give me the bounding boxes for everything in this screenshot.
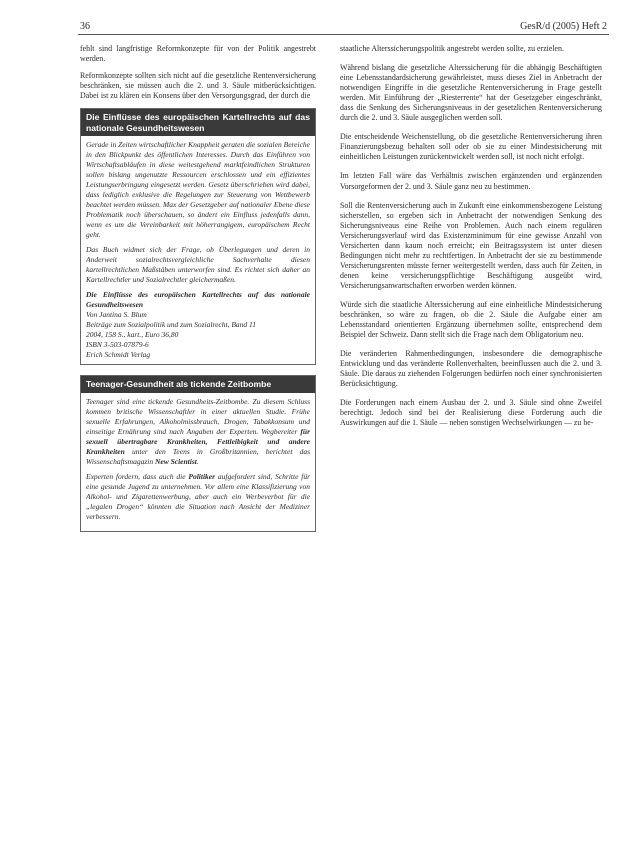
book-isbn: ISBN 3-503-07879-6 (86, 340, 149, 350)
right-paragraph-5: Soll die Rentenversicherung auch in Zukunft eine einkommensbezogene Leistung sicherstellen, so ergeben sich in Anbetracht der notwendigen Senkung des Sicherungsniveaus eine Reihe von Problemen. Auch nach einem regulären Versicherungsverlauf wird das Existenzminimum für eine gewisse Anzahl von Versicherten dann kaum noch erreicht; ein Beitragssystem ist unter diesen Bedingungen nicht mehr zu rechtfertigen. In Anbetracht der sie zu bestimmende Versicherungsrenten müsste ferner weitergestellt werden, dass auch für Zeiten, in denen keine versicherungspflichtige Beschäftigung ausgeübt wird, Versicherungsanwartschaften erworben werden können. (340, 200, 602, 290)
book-title: Die Einflüsse des europäischen Kartellrechts auf das nationale Gesundheitswesen (86, 290, 310, 310)
book-review-paragraph-2: Das Buch widmet sich der Frage, ob Überlegungen und deren in Anderweit sozialrechtsvergleichliche Sachverhalte diesen kartellrechtlichen Maßstäben unterworfen sind. Es richtet sich daher an Kartellrechtler und Sozialrechtler gleichermaßen. (86, 245, 310, 285)
book-review-body (81, 136, 315, 364)
news-emphasis: Politiker (188, 471, 216, 481)
news-text: unter den Teens in Großbritannien, berichtet das Wissenschaftsmagazin (86, 446, 311, 466)
journal-header: GesR/d (2005) Heft 2 (520, 21, 607, 32)
right-paragraph-2: Während bislang die gesetzliche Alterssicherung für die abhängig Beschäftigten eine Lebensstandardsicherung gewährleistet, muss dieses Ziel in Anbetracht der notwendigen Eingriffe in die gesetzliche Rentenversicherung in Frage gestellt werden. Mit Einführung der „Riesterrente“ hat der Gesetzgeber eingeschränkt, dass die Senkung des Sicherungsniveaus in der gesetzlichen Rentenversicherung durch die 2. und 3. Säule ausgeglichen werden soll. (340, 63, 602, 123)
right-paragraph-7: Die veränderten Rahmenbedingungen, insbesondere die demographische Entwicklung und das veränderte Rollenverhalten, beeinflussen auch die 2. und 3. Säule. Die daraus zu ziehenden Folgerungen bedürfen noch einer synchronisierten Berücksichtigung. (340, 349, 602, 389)
right-paragraph-4: Im letzten Fall wäre das Verhältnis zwischen ergänzenden und ergänzenden Vorsorgeformen der 2. und 3. Säule ganz neu zu bestimmen. (340, 171, 602, 191)
header-rule (78, 34, 609, 35)
news-paragraph-2 (86, 472, 310, 522)
page-number: 36 (80, 21, 90, 32)
right-paragraph-3: Die entscheidende Weichenstellung, ob die gesetzliche Rentenversicherung ihren Finanzierungsbezug behalten soll oder ob sie zu einer Mindestsicherung mit einheitlichen Leistungen zurückentwickelt werden soll, ist noch nicht erfolgt. (340, 132, 602, 162)
right-paragraph-1: staatliche Alterssicherungspolitik angestrebt werden sollte, zu erzielen. (340, 44, 564, 53)
book-review-box (80, 108, 316, 365)
news-box (80, 375, 316, 532)
magazine-name: New Scientist (154, 456, 197, 466)
right-column (340, 44, 602, 438)
book-review-title: Die Einflüsse des europäischen Kartellrechts auf das nationale Gesundheitswesen (81, 109, 315, 136)
left-paragraph-2: Reformkonzepte sollten sich nicht auf die gesetzliche Rentenversicherung beschränken, sie müssen auch die 2. und 3. Säule mitberücksichtigen. Dabei ist zu klären ein Konsens über den Versorgungsgrad, der durch die (80, 71, 316, 101)
book-publisher: Erich Schmidt Verlag (86, 350, 151, 360)
news-text: aufgefordert sind, Schritte für eine gesunde Jugend zu unternehmen. Vor allem eine Klassifizierung von Alkohol- und Zigarettenwerbung, aber auch ein Werbeverbot für die „legalen Drogen“ könnten die Situation nach Ansicht der Mediziner verbessern. (86, 471, 310, 521)
right-paragraph-6: Würde sich die staatliche Alterssicherung auf eine einheitliche Mindestsicherung beschränken, so wäre zu fragen, ob die 2. Säule die Aufgabe einer am Lebensstandard orientierten Ergänzung übernehmen sollte, entsprechend dem Beispiel der Schweiz. Dann stellt sich die Frage nach dem Obligatorium neu. (340, 299, 602, 340)
book-author: Von Jantina S. Blum (86, 310, 147, 320)
news-box-body (81, 393, 315, 531)
book-details: 2004, 158 S., kart., Euro 36,80 (86, 330, 179, 340)
book-review-paragraph-1: Gerade in Zeiten wirtschaftlicher Knappheit geraten die sozialen Bereiche in den Blickpunkt des öffentlichen Interesses. Durch das Einführen von Wirtschaftsabläufen in diese weitestgehend marktfeindlichen Strukturen sollen bislang ungenutzte Ressourcen erschlossen und ein effizientes Leistungserbringung eingesetzt werden. Gesetz überschrieben wird dabei, dass lediglich exklusive die Regelungen zur Steuerung von Wettbewerb beachtet werden müssen. Max der Gesetzgeber auf nationaler Ebene diese Problematik noch überschauen, so ändert ein Einfluss jedenfalls dann, wenn es um die Vereinbarkeit mit höherrangigem, europäischem Recht geht. (86, 140, 310, 240)
left-paragraph-1: fehlt sind langfristige Reformkonzepte für von der Politik angestrebt werden. (80, 44, 316, 64)
news-box-title: Teenager-Gesundheit als tickende Zeitbombe (81, 376, 315, 393)
right-paragraph-8: Die Forderungen nach einem Ausbau der 2. und 3. Säule sind ohne Zweifel berechtigt. Jedoch sind bei der Realisierung diese Forderung auch die Auswirkungen auf die 1. Säule — neben sonstigen Wechselwirkungen — zu be- (340, 398, 602, 428)
news-emphasis: für sexuell übertragbare Krankheiten, Fettleibigkeit und andere Krankheiten (86, 426, 311, 456)
news-paragraph-1: Teenager sind eine tickende Gesundheits-Zeitbombe. Zu diesem Schluss kommen britische Wissenschaftler in einer aktuellen Studie. Frühe sexuelle Erfahrungen, Alkoholmissbrauch, Drogen, Tabakkonsum und einseitige Ernährung sind nach Angaben der Experten. Wegbereiter für sexuell übertragbare Krankheiten, Fettleibigkeit und andere Krankheiten unter den Teens in Großbritannien, berichtet das Wissenschaftsmagazin New Scientist. (86, 396, 311, 466)
left-column (80, 44, 316, 542)
news-text: Experten fordern, dass auch die (86, 471, 186, 481)
book-series: Beiträge zum Sozialpolitik und zum Sozialrecht, Band 11 (86, 320, 256, 330)
news-text: Teenager sind eine tickende Gesundheits-Zeitbombe. Zu diesem Schluss kommen britische Wissenschaftler in einer aktuellen Studie. Frühe sexuelle Erfahrungen, Alkoholmissbrauch, Drogen, Tabakkonsum und einseitige Ernährung sind nach Angaben der Experten. Wegbereiter (86, 396, 310, 436)
